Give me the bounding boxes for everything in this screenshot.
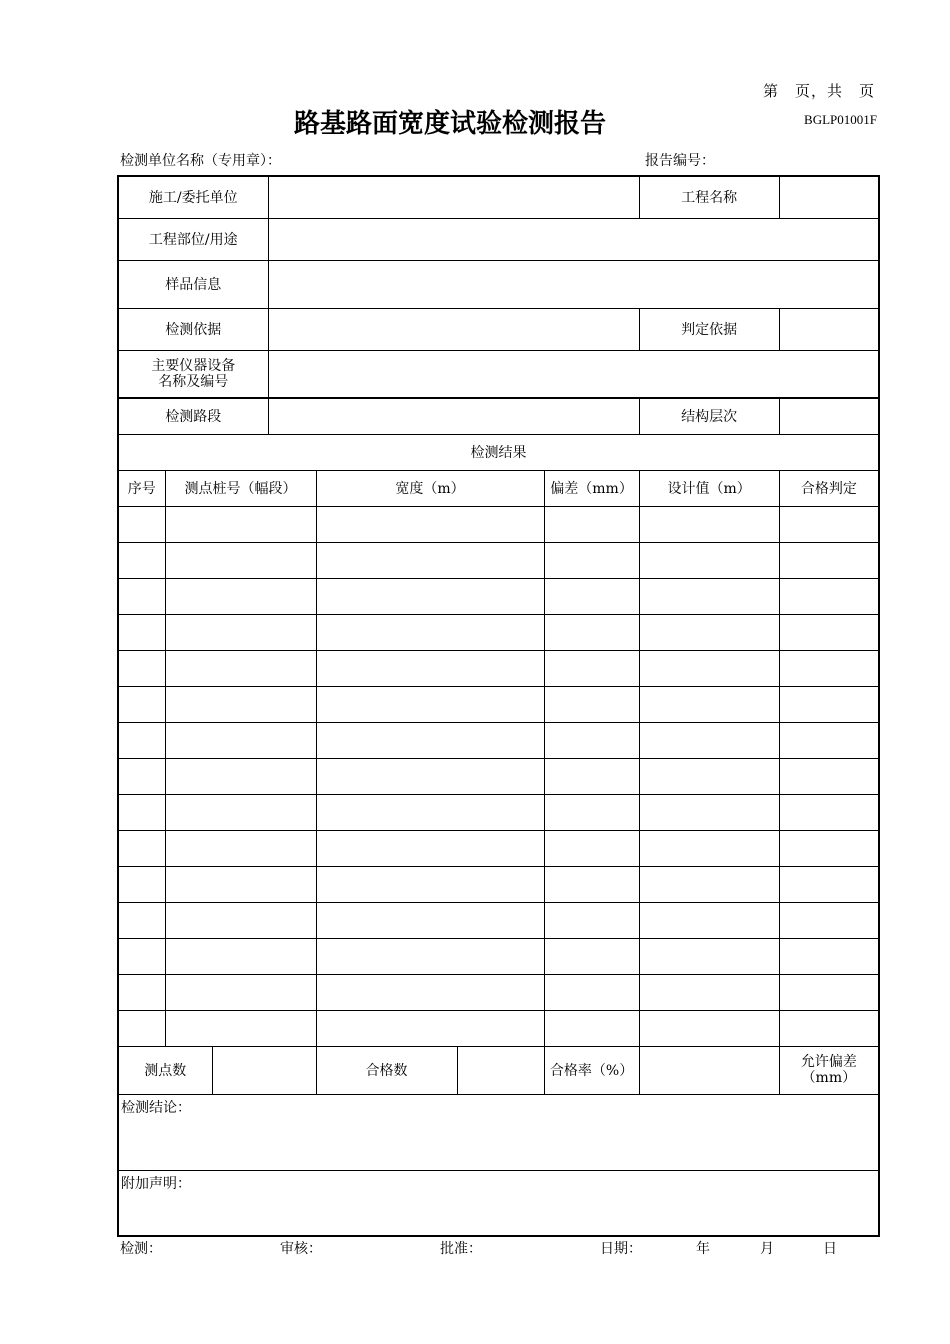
- cell-deviation[interactable]: [544, 506, 639, 542]
- cell-judgement[interactable]: [779, 506, 879, 542]
- statement-box[interactable]: [118, 1170, 879, 1236]
- test-basis-label: 检测依据: [118, 308, 268, 350]
- form-code: BGLP01001F: [804, 112, 877, 127]
- cell-judgement[interactable]: [779, 578, 879, 614]
- client-label: 施工/委托单位: [118, 176, 268, 218]
- cell-judgement[interactable]: [779, 866, 879, 902]
- cell-judgement[interactable]: [779, 650, 879, 686]
- col-header-station: 测点桩号（幅段）: [165, 470, 316, 506]
- cell-station[interactable]: [165, 830, 316, 866]
- cell-station[interactable]: [165, 758, 316, 794]
- cell-deviation[interactable]: [544, 578, 639, 614]
- cell-width[interactable]: [316, 578, 544, 614]
- cell-design[interactable]: [639, 506, 779, 542]
- col-header-design: 设计值（m）: [639, 470, 779, 506]
- cell-seq[interactable]: [118, 686, 165, 722]
- cell-judgement[interactable]: [779, 722, 879, 758]
- cell-seq[interactable]: [118, 866, 165, 902]
- cell-seq[interactable]: [118, 650, 165, 686]
- report-number-label: 报告编号：: [645, 153, 715, 169]
- cell-judgement[interactable]: [779, 614, 879, 650]
- cell-width[interactable]: [316, 1010, 544, 1046]
- cell-deviation[interactable]: [544, 614, 639, 650]
- cell-deviation[interactable]: [544, 650, 639, 686]
- approver-label: 批准：: [440, 1241, 482, 1257]
- cell-station[interactable]: [165, 974, 316, 1010]
- cell-width[interactable]: [316, 722, 544, 758]
- sample-info-label: 样品信息: [118, 260, 268, 308]
- cell-seq[interactable]: [118, 506, 165, 542]
- pass-rate-label: 合格率（%）: [544, 1046, 639, 1094]
- tolerance-label: [779, 1046, 879, 1094]
- pass-rate-value[interactable]: [639, 1046, 779, 1094]
- conclusion-box[interactable]: [118, 1094, 879, 1170]
- cell-design[interactable]: [639, 974, 779, 1010]
- table-row: [118, 542, 879, 578]
- cell-seq[interactable]: [118, 1010, 165, 1046]
- project-name-value[interactable]: [779, 176, 879, 218]
- table-row: [118, 830, 879, 866]
- cell-station[interactable]: [165, 542, 316, 578]
- tolerance-label-line2: （mm）: [801, 1070, 857, 1086]
- road-section-value[interactable]: [268, 398, 639, 434]
- col-header-deviation: 偏差（mm）: [544, 470, 639, 506]
- cell-design[interactable]: [639, 902, 779, 938]
- cell-judgement[interactable]: [779, 1010, 879, 1046]
- cell-seq[interactable]: [118, 542, 165, 578]
- cell-judgement[interactable]: [779, 794, 879, 830]
- cell-width[interactable]: [316, 866, 544, 902]
- cell-design[interactable]: [639, 1010, 779, 1046]
- col-header-width: 宽度（m）: [316, 470, 544, 506]
- road-section-label: 检测路段: [118, 398, 268, 434]
- cell-design[interactable]: [639, 542, 779, 578]
- cell-station[interactable]: [165, 722, 316, 758]
- cell-deviation[interactable]: [544, 794, 639, 830]
- table-row: [118, 506, 879, 542]
- cell-design[interactable]: [639, 578, 779, 614]
- pass-count-value[interactable]: [457, 1046, 544, 1094]
- cell-station[interactable]: [165, 614, 316, 650]
- test-basis-value[interactable]: [268, 308, 639, 350]
- cell-station[interactable]: [165, 902, 316, 938]
- reviewer-label: 审核：: [280, 1241, 322, 1257]
- cell-deviation[interactable]: [544, 758, 639, 794]
- table-row: [118, 650, 879, 686]
- table-row: [118, 902, 879, 938]
- cell-seq[interactable]: [118, 794, 165, 830]
- cell-station[interactable]: [165, 686, 316, 722]
- table-row: [118, 722, 879, 758]
- cell-width[interactable]: [316, 758, 544, 794]
- cell-deviation[interactable]: [544, 722, 639, 758]
- cell-width[interactable]: [316, 542, 544, 578]
- cell-width[interactable]: [316, 794, 544, 830]
- location-value[interactable]: [268, 218, 879, 260]
- cell-judgement[interactable]: [779, 974, 879, 1010]
- cell-judgement[interactable]: [779, 938, 879, 974]
- cell-deviation[interactable]: [544, 902, 639, 938]
- testing-unit-label: 检测单位名称（专用章）：: [120, 153, 281, 169]
- tolerance-label-line1: 允许偏差: [800, 1054, 857, 1070]
- cell-judgement[interactable]: [779, 542, 879, 578]
- points-count-label: 测点数: [118, 1046, 212, 1094]
- table-row: [118, 866, 879, 902]
- year-label: 年: [696, 1241, 710, 1257]
- equipment-label-line1: 主要仪器设备: [151, 357, 236, 374]
- cell-width[interactable]: [316, 650, 544, 686]
- judge-basis-value[interactable]: [779, 308, 879, 350]
- cell-design[interactable]: [639, 686, 779, 722]
- cell-design[interactable]: [639, 614, 779, 650]
- report-table: [117, 175, 880, 1237]
- cell-width[interactable]: [316, 686, 544, 722]
- structure-layer-label: 结构层次: [639, 398, 779, 434]
- table-row: [118, 794, 879, 830]
- date-label: 日期：: [600, 1241, 642, 1257]
- equipment-value[interactable]: [268, 350, 879, 398]
- cell-deviation[interactable]: [544, 830, 639, 866]
- cell-design[interactable]: [639, 830, 779, 866]
- cell-deviation[interactable]: [544, 974, 639, 1010]
- month-label: 月: [760, 1241, 774, 1257]
- cell-width[interactable]: [316, 938, 544, 974]
- project-name-label: 工程名称: [639, 176, 779, 218]
- cell-station[interactable]: [165, 938, 316, 974]
- col-header-judgement: 合格判定: [779, 470, 879, 506]
- table-row: [118, 938, 879, 974]
- cell-design[interactable]: [639, 794, 779, 830]
- table-row: [118, 614, 879, 650]
- cell-station[interactable]: [165, 578, 316, 614]
- cell-deviation[interactable]: [544, 938, 639, 974]
- cell-station[interactable]: [165, 650, 316, 686]
- day-label: 日: [823, 1241, 837, 1257]
- cell-seq[interactable]: [118, 758, 165, 794]
- results-title: 检测结果: [118, 434, 879, 470]
- col-header-seq: 序号: [118, 470, 165, 506]
- cell-width[interactable]: [316, 902, 544, 938]
- cell-width[interactable]: [316, 974, 544, 1010]
- cell-seq[interactable]: [118, 902, 165, 938]
- judge-basis-label: 判定依据: [639, 308, 779, 350]
- structure-layer-value[interactable]: [779, 398, 879, 434]
- cell-station[interactable]: [165, 506, 316, 542]
- cell-design[interactable]: [639, 938, 779, 974]
- cell-design[interactable]: [639, 722, 779, 758]
- cell-seq[interactable]: [118, 614, 165, 650]
- table-row: [118, 758, 879, 794]
- report-title: 路基路面宽度试验检测报告: [293, 109, 606, 139]
- cell-seq[interactable]: [118, 722, 165, 758]
- client-value[interactable]: [268, 176, 639, 218]
- cell-judgement[interactable]: [779, 686, 879, 722]
- cell-width[interactable]: [316, 614, 544, 650]
- statement-label: 附加声明：: [121, 1175, 191, 1192]
- conclusion-label: 检测结论：: [121, 1099, 191, 1116]
- cell-judgement[interactable]: [779, 758, 879, 794]
- sample-info-value[interactable]: [268, 260, 879, 308]
- table-row: [118, 686, 879, 722]
- table-row: [118, 974, 879, 1010]
- cell-width[interactable]: [316, 506, 544, 542]
- points-count-value[interactable]: [212, 1046, 316, 1094]
- pass-count-label: 合格数: [316, 1046, 457, 1094]
- cell-station[interactable]: [165, 866, 316, 902]
- cell-seq[interactable]: [118, 974, 165, 1010]
- cell-deviation[interactable]: [544, 1010, 639, 1046]
- cell-judgement[interactable]: [779, 902, 879, 938]
- cell-deviation[interactable]: [544, 866, 639, 902]
- cell-station[interactable]: [165, 1010, 316, 1046]
- cell-deviation[interactable]: [544, 542, 639, 578]
- cell-judgement[interactable]: [779, 830, 879, 866]
- cell-design[interactable]: [639, 758, 779, 794]
- cell-station[interactable]: [165, 794, 316, 830]
- table-row: [118, 578, 879, 614]
- tester-label: 检测：: [120, 1241, 162, 1257]
- equipment-label: [118, 350, 268, 398]
- cell-seq[interactable]: [118, 578, 165, 614]
- cell-seq[interactable]: [118, 938, 165, 974]
- cell-design[interactable]: [639, 650, 779, 686]
- location-label: 工程部位/用途: [118, 218, 268, 260]
- cell-deviation[interactable]: [544, 686, 639, 722]
- table-row: [118, 1010, 879, 1046]
- cell-seq[interactable]: [118, 830, 165, 866]
- cell-width[interactable]: [316, 830, 544, 866]
- equipment-label-line2: 名称及编号: [158, 373, 229, 390]
- cell-design[interactable]: [639, 866, 779, 902]
- page-number-info: 第 页，共 页: [762, 82, 875, 100]
